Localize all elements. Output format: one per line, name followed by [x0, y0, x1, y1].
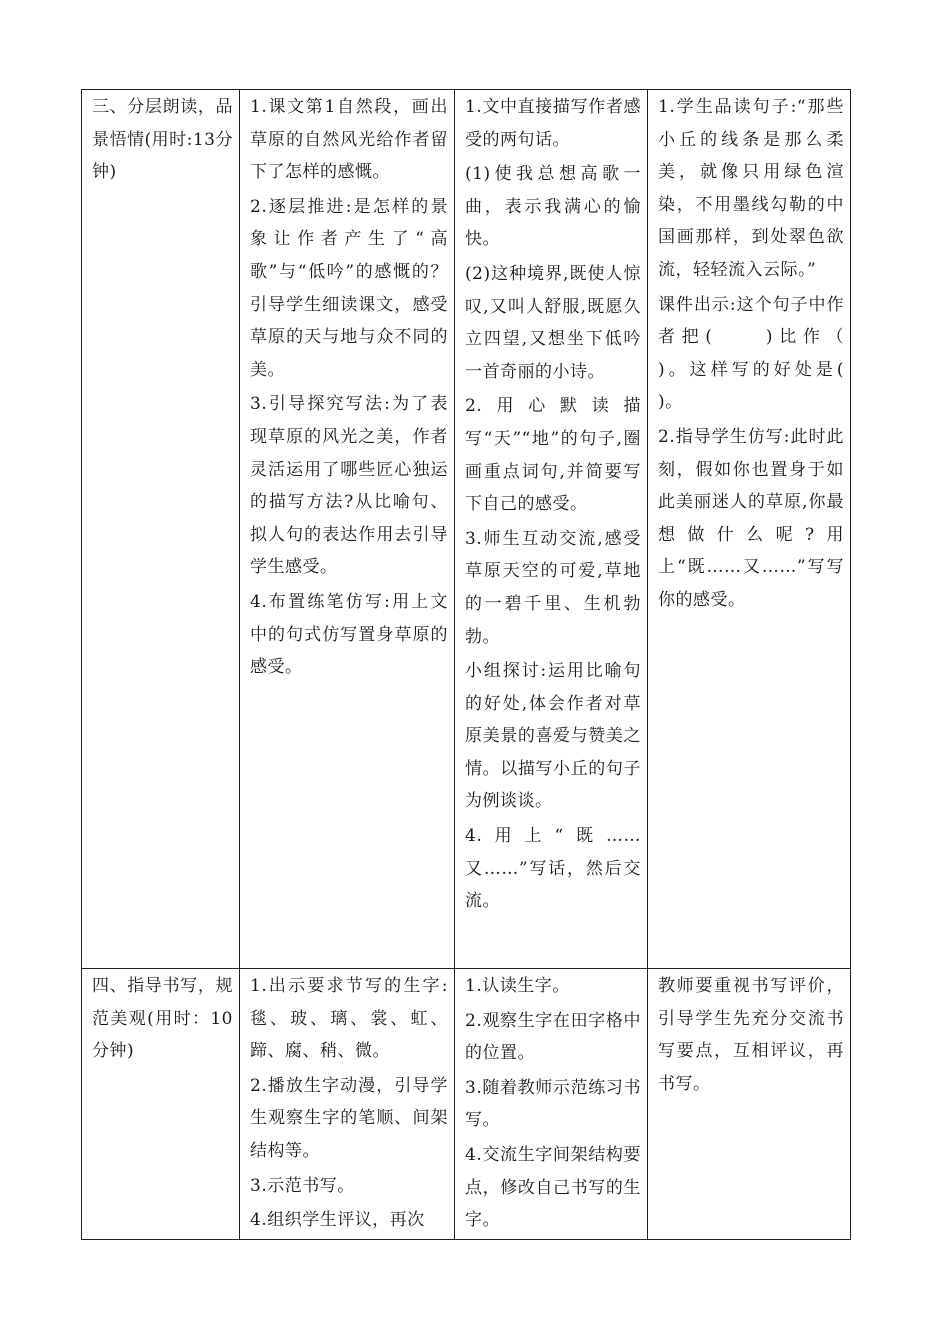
table-row — [82, 969, 851, 1240]
lesson-plan-table — [81, 89, 949, 1240]
teacher-activity-cell — [240, 969, 455, 1240]
student-activity-cell — [455, 90, 648, 969]
teacher-step: 4.布置练笔仿写:用上文中的句式仿写置身草原的感受。 — [250, 591, 448, 678]
stage-title: 三、分层朗读，品景悟情(用时:13分钟) — [92, 97, 233, 183]
design-note: 1.学生品读句子:“那些小丘的线条是那么柔美，就像只用绿色渲染，不用墨线勾勒的中国画那样，到处翠色欲流，轻轻流入云际。” — [658, 97, 844, 280]
teacher-step: 1.出示要求节写的生字:毯、玻、璃、裳、虹、蹄、腐、稍、微。 — [250, 976, 448, 1062]
student-step: 4.交流生字间架结构要点，修改自己书写的生字。 — [465, 1144, 641, 1231]
design-note: 2.指导学生仿写:此时此刻，假如你也置身于如此美丽迷人的草原,你最想做什么呢?用上“既……又……”写写你的感受。 — [658, 426, 844, 610]
teacher-step: 3.示范书写。 — [250, 1175, 355, 1196]
design-note: 课件出示:这个句子中作者把( )比作（ )。这样写的好处是( )。 — [658, 294, 949, 413]
student-step: 3.师生互动交流,感受草原天空的可爱,草地的一碧千里、生机勃勃。 — [465, 528, 641, 647]
teacher-step: 4.组织学生评议，再次 — [250, 1210, 425, 1231]
student-step: 4.用上“既……又……”写话，然后交流。 — [465, 826, 641, 912]
stage-cell — [82, 90, 240, 969]
teacher-step: 2.逐层推进:是怎样的景象让作者产生了“高歌”与“低吟”的感慨的？引导学生细读课文，感受草原的天与地与众不同的美。 — [250, 196, 448, 380]
table-row — [82, 90, 851, 969]
student-step: 1.认读生字。 — [465, 976, 570, 996]
student-step: 小组探讨:运用比喻句的好处,体会作者对草原美景的喜爱与赞美之情。以描写小丘的句子为例谈谈。 — [465, 661, 641, 812]
student-activity-cell — [455, 969, 648, 1240]
student-step: (2)这种境界,既使人惊叹,又叫人舒服,既愿久立四望,又想坐下低吟一首奇丽的小诗。 — [465, 263, 641, 382]
teacher-step: 3.引导探究写法:为了表现草原的风光之美，作者灵活运用了哪些匠心独运的描写方法?从比喻句、拟人句的表达作用去引导学生感受。 — [250, 394, 448, 578]
design-note: 教师要重视书写评价，引导学生先充分交流书写要点，互相评议，再书写。 — [658, 976, 844, 1094]
design-notes-cell — [648, 90, 949, 969]
teacher-activity-cell — [240, 90, 455, 969]
student-step: 1.文中直接描写作者感受的两句话。 — [465, 97, 641, 150]
student-step: (1)使我总想高歌一曲，表示我满心的愉快。 — [465, 164, 641, 250]
stage-title: 四、指导书写，规范美观(用时：10分钟) — [92, 976, 233, 1062]
design-notes-cell — [648, 969, 851, 1240]
student-step: 2.用心默读描写“天”“地”的句子,圈画重点词句,并简要写下自己的感受。 — [465, 396, 641, 515]
student-step: 3.随着教师示范练习书写。 — [465, 1077, 641, 1131]
teacher-step: 1.课文第1自然段，画出草原的自然风光给作者留下了怎样的感慨。 — [250, 97, 448, 183]
teacher-step: 2.播放生字动漫，引导学生观察生字的笔顺、间架结构等。 — [250, 1075, 448, 1161]
student-step: 2.观察生字在田字格中的位置。 — [465, 1010, 641, 1064]
stage-cell — [82, 969, 240, 1240]
